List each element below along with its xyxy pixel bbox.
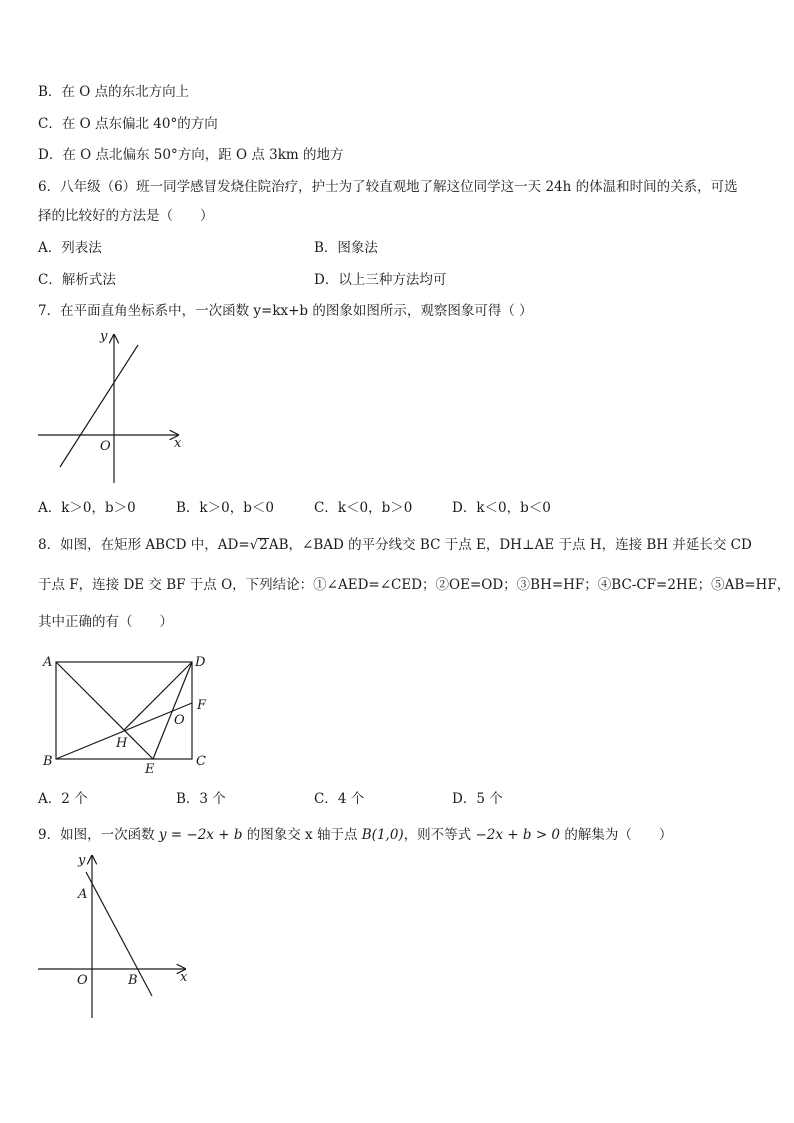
q7-x-label: x	[174, 436, 182, 451]
q8-stem-line2: 于点 F，连接 DE 交 BF 于点 O，下列结论：①∠AED=∠CED；②OE=OD；③BH=HF；④BC-CF=2HE；⑤AB=HF，	[38, 577, 791, 593]
q8-label-a: A	[43, 655, 53, 670]
q8-figure	[36, 650, 216, 775]
q6-option-a: A．列表法	[38, 240, 102, 256]
q7-y-label: y	[100, 329, 108, 344]
q9-stem-part4: 的解集为（ ）	[560, 827, 673, 843]
q9-stem	[38, 826, 672, 844]
q7-graph	[30, 325, 190, 490]
q9-label-b: B	[128, 973, 138, 988]
q7-stem: 7．在平面直角坐标系中，一次函数 y=kx+b 的图象如图所示，观察图象可得（ ）	[38, 303, 533, 319]
q7-option-a: A．k＞0，b＞0	[38, 500, 136, 516]
q8-stem-line1	[38, 536, 752, 554]
q6-stem-line2: 择的比较好的方法是（ ）	[38, 208, 214, 224]
q8-stem-part1: 8．如图，在矩形 ABCD 中，AD=	[38, 537, 250, 553]
q8-option-a: A．2 个	[38, 791, 88, 807]
sqrt-icon: √	[249, 537, 259, 553]
q8-stem-part2: AB，∠BAD 的平分线交 BC 于点 E，DH⊥AE 于点 H，连接 BH 并延长交 CD	[268, 537, 752, 553]
q6-stem-line1: 6．八年级（6）班一同学感冒发烧住院治疗，护士为了较直观地了解这位同学这一天 24h 的体温和时间的关系，可选	[38, 179, 738, 195]
q8-stem-line3: 其中正确的有（ ）	[38, 614, 173, 630]
q9-inequality: −2x + b > 0	[475, 827, 561, 843]
q8-label-c: C	[196, 754, 206, 769]
q8-label-h: H	[116, 736, 128, 751]
q9-origin-label: O	[77, 973, 88, 988]
q7-option-d: D．k＜0，b＜0	[452, 500, 551, 516]
q8-option-c: C．4 个	[314, 791, 365, 807]
q5-option-b: B．在 O 点的东北方向上	[38, 84, 190, 100]
q7-origin-label: O	[100, 439, 111, 454]
q8-label-b: B	[43, 754, 53, 769]
q9-y-label: y	[78, 853, 86, 868]
q8-sqrt-value: 2	[259, 537, 268, 553]
q8-option-d: D．5 个	[452, 791, 503, 807]
q6-option-c: C．解析式法	[38, 272, 116, 288]
q9-point: B(1,0)	[361, 827, 404, 843]
q9-function: y = −2x + b	[158, 827, 243, 843]
q5-option-d: D．在 O 点北偏东 50°方向，距 O 点 3km 的地方	[38, 147, 344, 163]
q7-option-c: C．k＜0，b＞0	[314, 500, 413, 516]
q9-stem-part1: 9．如图，一次函数	[38, 827, 159, 843]
q9-label-a: A	[78, 887, 88, 902]
q6-option-b: B．图象法	[314, 240, 378, 256]
q9-function-line	[86, 872, 152, 996]
q9-stem-part3: ，则不等式	[403, 827, 476, 843]
q5-option-c: C．在 O 点东偏北 40°的方向	[38, 116, 218, 132]
q9-x-label: x	[180, 970, 188, 985]
q6-option-d: D．以上三种方法均可	[314, 272, 447, 288]
q8-segment-ae	[56, 662, 153, 759]
q7-option-b: B．k＞0，b＜0	[176, 500, 274, 516]
q8-label-e: E	[145, 762, 155, 777]
q9-graph	[30, 850, 200, 1025]
q8-label-d: D	[195, 655, 206, 670]
q8-label-f: F	[197, 698, 207, 713]
q8-option-b: B．3 个	[176, 791, 226, 807]
q7-function-line	[60, 345, 138, 467]
q8-label-o: O	[174, 713, 185, 728]
q9-stem-part2: 的图象交 x 轴于点	[242, 827, 362, 843]
